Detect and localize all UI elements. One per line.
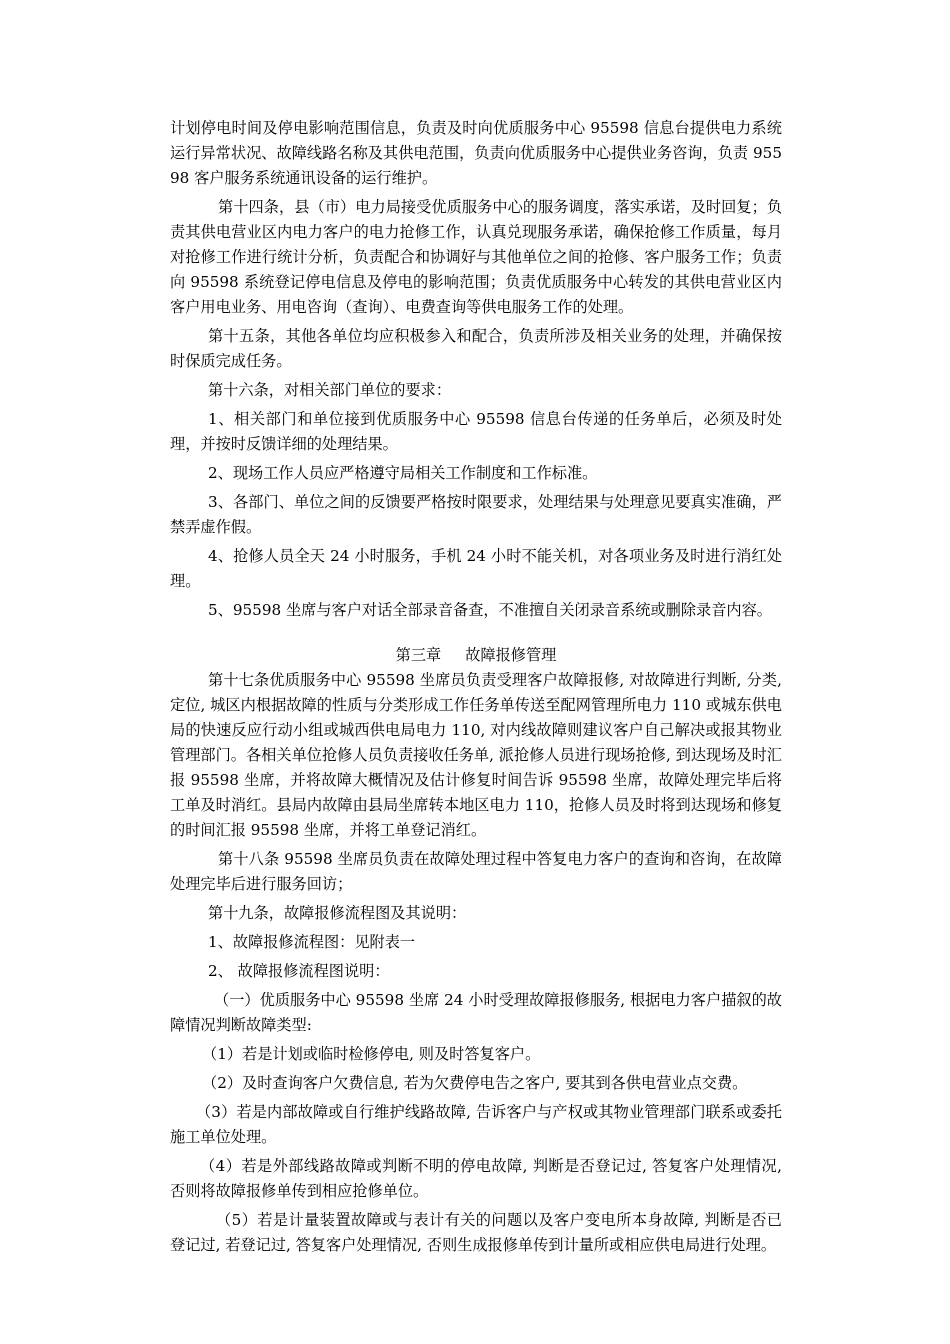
chapter-number: 第三章 bbox=[395, 646, 442, 664]
paragraph: 1、故障报修流程图：见附表一 bbox=[208, 933, 416, 951]
paragraph: 第十四条，县（市）电力局接受优质服务中心的服务调度，落实承诺，及时回复；负责其供电营业区内电力客户的电力抢修工作，认真兑现服务承诺，确保抢修工作质量，每月对抢修工作进行统计分析，负责配合和协调好与其他单位之间的抢修、客户服务工作；负责向 95598 系统登记停电信息及停电的影响范围；负责优质服务中心转发的其供电营业区内客户用电业务、用电咨询（查询）、电费查询等供电服务工作的处理。 bbox=[170, 198, 782, 316]
document-body bbox=[170, 116, 782, 1258]
regulation-section-top bbox=[170, 116, 782, 623]
chapter-title: 故障报修管理 bbox=[465, 646, 557, 664]
paragraph: （1）若是计划或临时检修停电, 则及时答复客户。 bbox=[202, 1045, 541, 1063]
paragraph: 第十六条，对相关部门单位的要求： bbox=[208, 381, 451, 399]
paragraph: （5）若是计量装置故障或与表计有关的问题以及客户变电所本身故障, 判断是否已登记过, 若登记过, 答复客户处理情况, 否则生成报修单传到计量所或相应供电局进行处理。 bbox=[170, 1211, 782, 1254]
paragraph: 第十七条优质服务中心 95598 坐席员负责受理客户故障报修, 对故障进行判断, 分类, 定位, 城区内根据故障的性质与分类形成工作任务单传送至配网管理所电力 110 或城东供电局的快速反应行动小组或城西供电局电力 110, 对内线故障则建议客户自己解决或报其物业管理部门。各相关单位抢修人员负责接收任务单, 派抢修人员进行现场抢修, 到达现场及时汇报 95598 坐席，并将故障大概情况及估计修复时间告诉 95598 坐席，故障处理完毕后将工单及时消红。县局内故障由县局坐席转本地区电力 110，抢修人员及时将到达现场和修复的时间汇报 95598 坐席，并将工单登记消红。 bbox=[170, 671, 782, 839]
paragraph: （3）若是内部故障或自行维护线路故障, 告诉客户与产权或其物业管理部门联系或委托施工单位处理。 bbox=[170, 1103, 782, 1146]
paragraph: 4、抢修人员全天 24 小时服务，手机 24 小时不能关机，对各项业务及时进行消红处理。 bbox=[170, 547, 782, 590]
paragraph: 1、相关部门和单位接到优质服务中心 95598 信息台传递的任务单后，必须及时处理，并按时反馈详细的处理结果。 bbox=[170, 410, 782, 453]
paragraph: 2、现场工作人员应严格遵守局相关工作制度和工作标准。 bbox=[208, 464, 598, 482]
paragraph: 5、95598 坐席与客户对话全部录音备查，不准擅自关闭录音系统或删除录音内容。 bbox=[208, 601, 772, 619]
paragraph: 第十九条，故障报修流程图及其说明： bbox=[208, 904, 467, 922]
paragraph: （一）优质服务中心 95598 坐席 24 小时受理故障报修服务, 根据电力客户描叙的故障情况判断故障类型: bbox=[170, 991, 782, 1034]
paragraph: （4）若是外部线路故障或判断不明的停电故障, 判断是否登记过, 答复客户处理情况, 否则将故障报修单传到相应抢修单位。 bbox=[170, 1157, 782, 1200]
paragraph: 2、 故障报修流程图说明： bbox=[208, 962, 390, 980]
paragraph: 第十五条，其他各单位均应积极参入和配合，负责所涉及相关业务的处理，并确保按时保质完成任务。 bbox=[170, 327, 782, 370]
paragraph: （2）及时查询客户欠费信息, 若为欠费停电告之客户, 要其到各供电营业点交费。 bbox=[202, 1074, 748, 1092]
chapter-heading bbox=[170, 643, 782, 668]
paragraph: 计划停电时间及停电影响范围信息，负责及时向优质服务中心 95598 信息台提供电力系统运行异常状况、故障线路名称及其供电范围，负责向优质服务中心提供业务咨询，负责 95598 客户服务系统通讯设备的运行维护。 bbox=[170, 119, 782, 187]
paragraph: 第十八条 95598 坐席员负责在故障处理过程中答复电力客户的查询和咨询，在故障处理完毕后进行服务回访； bbox=[170, 850, 782, 893]
regulation-section-bottom bbox=[170, 668, 782, 1258]
paragraph: 3、各部门、单位之间的反馈要严格按时限要求，处理结果与处理意见要真实准确，严禁弄虚作假。 bbox=[170, 493, 782, 536]
